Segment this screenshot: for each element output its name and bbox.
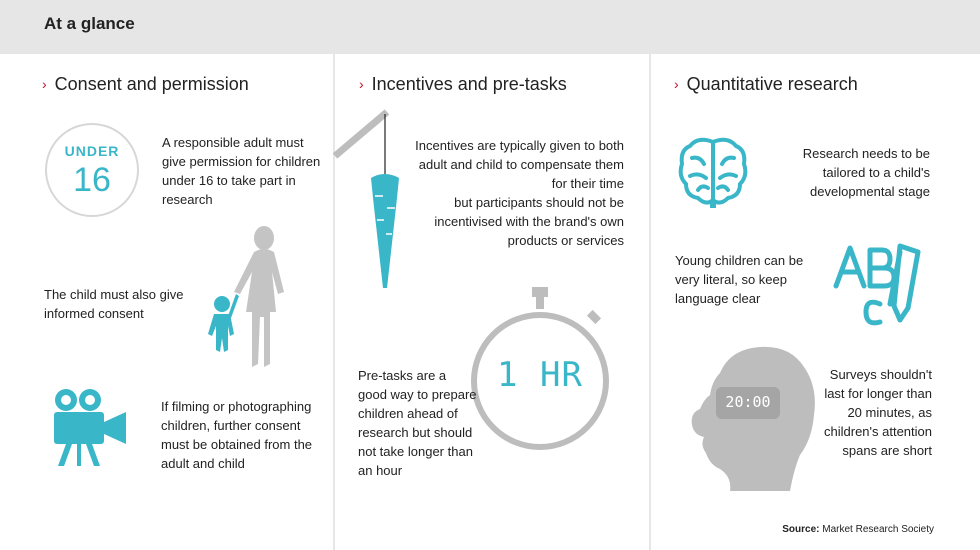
child-head-clock-icon bbox=[690, 343, 820, 493]
pretask-text: Pre-tasks are a good way to prepare children ahead of research but should not take longer than an hour bbox=[358, 368, 477, 478]
timer-label: 1 HR bbox=[497, 355, 583, 395]
filming-consent-text: If filming or photographing children, further consent must be obtained from the adult and child bbox=[161, 399, 313, 471]
permission-text: A responsible adult must give permission for children under 16 to take part in research bbox=[162, 135, 321, 207]
incentive-text-2: but participants should not be incentivised with the brand's own products or services bbox=[434, 195, 624, 248]
column-title-quant: › Quantitative research bbox=[674, 74, 858, 94]
header-bar bbox=[0, 0, 980, 54]
chevron-right-icon: › bbox=[42, 76, 47, 92]
developmental-text: Research needs to be tailored to a child's developmental stage bbox=[802, 146, 930, 199]
abc-pencil-icon bbox=[830, 238, 930, 330]
informed-consent-text: The child must also give informed consent bbox=[44, 287, 184, 321]
incentive-text-1: Incentives are typically given to both adult and child to compensate them for their time bbox=[415, 138, 624, 191]
brain-icon bbox=[678, 136, 748, 210]
carrot-stick-icon bbox=[335, 108, 405, 293]
column-title-incentives: › Incentives and pre-tasks bbox=[359, 74, 567, 94]
surveys-text: Surveys shouldn't last for longer than 20 minutes, as children's attention spans are short bbox=[824, 367, 932, 458]
under-16-badge: UNDER 16 bbox=[45, 123, 139, 217]
column-divider-2 bbox=[649, 54, 651, 550]
column-title-consent: › Consent and permission bbox=[42, 74, 249, 94]
literal-language-text: Young children can be very literal, so keep language clear bbox=[675, 253, 804, 306]
video-camera-icon bbox=[52, 388, 132, 468]
chevron-right-icon: › bbox=[674, 76, 679, 92]
clock-label: 20:00 bbox=[725, 393, 771, 411]
chevron-right-icon: › bbox=[359, 76, 364, 92]
adult-child-silhouette-icon bbox=[200, 222, 300, 372]
source-credit: Source: Market Research Society bbox=[782, 524, 934, 535]
page-title: At a glance bbox=[44, 14, 135, 33]
